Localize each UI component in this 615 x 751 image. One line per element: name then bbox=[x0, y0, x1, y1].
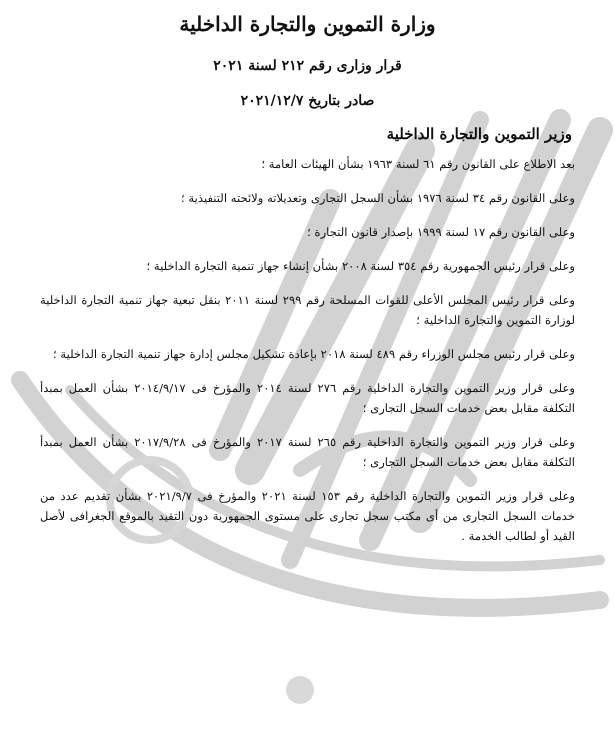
paragraph-text: وعلى القانون رقم ١٧ لسنة ١٩٩٩ بإصدار قانون التجارة ؛ bbox=[307, 225, 575, 239]
paragraph-text: وعلى قرار وزير التموين والتجارة الداخلية رقم ٢٧٦ لسنة ٢٠١٤ والمؤرخ فى ٢٠١٤/٩/١٧ بشأن العمل بمبدأ التكلفة مقابل بعض خدمات السجل التجارى ؛ bbox=[40, 381, 575, 415]
issue-date: صادر بتاريخ ٢٠٢١/١٢/٧ bbox=[240, 93, 375, 109]
paragraph bbox=[40, 256, 575, 276]
paragraph-text: بعد الاطلاع على القانون رقم ٦١ لسنة ١٩٦٣ بشأن الهيئات العامة ؛ bbox=[261, 157, 575, 171]
paragraph bbox=[40, 344, 575, 364]
paragraph bbox=[40, 432, 575, 472]
decree-preamble bbox=[40, 154, 575, 560]
paragraph bbox=[40, 486, 575, 546]
paragraph bbox=[40, 290, 575, 330]
ministry-title: وزارة التموين والتجارة الداخلية bbox=[179, 12, 436, 36]
paragraph bbox=[40, 378, 575, 418]
paragraph-text: وعلى قرار وزير التموين والتجارة الداخلية رقم ٢٦٥ لسنة ٢٠١٧ والمؤرخ فى ٢٠١٧/٩/٢٨ بشأن العمل بمبدأ التكلفة مقابل بعض خدمات السجل التجارى ؛ bbox=[40, 435, 575, 469]
paragraph-text: وعلى قرار رئيس الجمهورية رقم ٣٥٤ لسنة ٢٠٠٨ بشأن إنشاء جهاز تنمية التجارة الداخلية ؛ bbox=[146, 259, 575, 273]
paragraph-text: وعلى قرار رئيس مجلس الوزراء رقم ٤٨٩ لسنة ٢٠١٨ بإعادة تشكيل مجلس إدارة جهاز تنمية التجارة الداخلية ؛ bbox=[52, 347, 575, 361]
minister-title: وزير التموين والتجارة الداخلية bbox=[386, 125, 572, 143]
paragraph bbox=[40, 222, 575, 242]
paragraph-text: وعلى القانون رقم ٣٤ لسنة ١٩٧٦ بشأن السجل التجارى وتعديلاته ولائحته التنفيذية ؛ bbox=[181, 191, 575, 205]
paragraph-text: وعلى قرار وزير التموين والتجارة الداخلية رقم ١٥٣ لسنة ٢٠٢١ والمؤرخ فى ٢٠٢١/٩/٧ بشأن تقديم عدد من خدمات السجل التجارى من أى مكتب سجل تجارى على مستوى الجمهورية دون التقيد بالموقع الجغرافى لأصل القيد أو لطالب الخدمة . bbox=[40, 489, 575, 543]
paragraph-text: وعلى قرار رئيس المجلس الأعلى للقوات المسلحة رقم ٢٩٩ لسنة ٢٠١١ بنقل تبعية جهاز تنمية التجارة الداخلية لوزارة التموين والتجارة الداخلية ؛ bbox=[40, 293, 575, 327]
paragraph bbox=[40, 154, 575, 174]
paragraph bbox=[40, 188, 575, 208]
decree-number: قرار وزارى رقم ٢١٢ لسنة ٢٠٢١ bbox=[213, 58, 402, 74]
